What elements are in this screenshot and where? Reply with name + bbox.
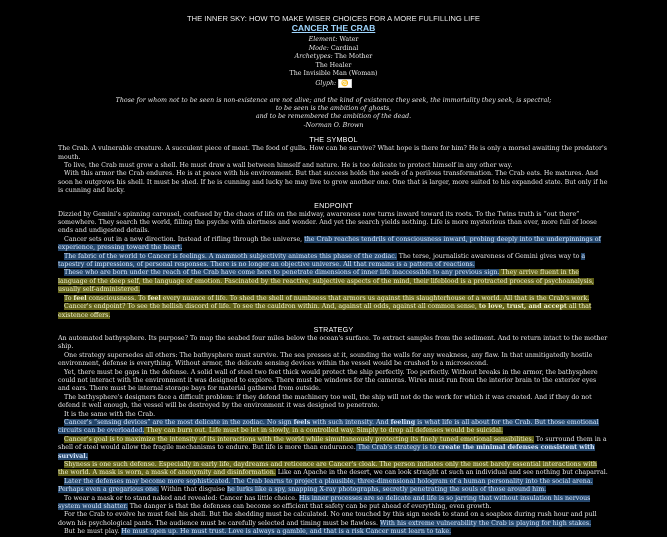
text-run: The Crab's strategy is to — [355, 444, 439, 452]
strategy-paragraph-10 — [58, 495, 609, 512]
text-run: all that existence offers. — [58, 303, 592, 319]
endpoint-paragraph-3 — [58, 253, 609, 270]
highlight-blue[interactable]: Later the defenses may become more sophisticated. The Crab learns to project a plausible, three-dimensional hologram of a human personality into the social arena. Perhaps even a gregarious one. — [58, 477, 593, 494]
text-run: To wear a mask or to stand naked and revealed: Cancer has little choice. — [64, 494, 299, 502]
archetype-2: The Healer — [315, 61, 352, 69]
glyph-line — [58, 79, 609, 89]
mode-label: Mode: — [308, 44, 329, 52]
strategy-paragraph-1: An automated bathysphere. Its purpose? To map the seabed four miles below the ocean's surface. To extract samples from the sediment. And to return intact to the mother ship. — [58, 334, 608, 351]
epigraph-line-1: Those for whom not to be seen is non-existence are not alive; and the kind of existence they seek, the immortality they seek, is spectral; — [115, 96, 552, 104]
emphasis: to love, trust, and accept — [478, 303, 567, 311]
emphasis: feel — [147, 294, 161, 302]
strategy-paragraph-6 — [58, 419, 609, 436]
text-run: To — [64, 294, 74, 302]
archetypes-value: The Mother — [334, 53, 373, 61]
mode-line — [58, 45, 609, 54]
emphasis: feel — [73, 294, 87, 302]
symbol-paragraph-2: To live, the Crab must grow a shell. He must draw a wall between himself and nature. He is too delicate to protect himself in any other way. — [64, 162, 513, 169]
archetypes-line — [58, 53, 609, 62]
archetype-3: The Invisible Man (Woman) — [289, 70, 378, 78]
text-run: Cancer sets out in a new direction. Instead of rifling through the universe, — [64, 235, 305, 243]
highlight-yellow[interactable]: Fascinated by the reactive, subjective aspects of the mind, their lifeblood is a protracted process of psychoanalysis, usually self-administered. — [58, 277, 594, 294]
epigraph-attribution: -Norman O. Brown — [303, 121, 364, 129]
endpoint-paragraph-6 — [58, 303, 609, 320]
highlight-blue[interactable]: With his extreme vulnerability the Crab is playing for high stakes. — [380, 519, 592, 527]
text-run: Within that disguise — [158, 486, 228, 494]
highlight-yellow[interactable]: Cancer's goal is to maximize the intensity of its interactions with the world while simultaneously protecting its finely tuned emotional sensibilities. — [64, 435, 534, 443]
text-run: Cancer's endpoint? To see the hellish discord of life. To see the cauldron within. And, against all odds, against all common sense, — [64, 303, 479, 311]
highlight-blue[interactable]: the Crab reaches tendrils of consciousness inward, probing deeply into the underpinnings of experience, pressing toward the heart. — [58, 235, 601, 252]
highlight-blue[interactable]: These who are born under the reach of the Crab have come here to penetrate dimensions of inner life inaccessible to any previous sign. — [64, 269, 500, 277]
strategy-paragraph-5: It is the same with the Crab. — [64, 410, 156, 418]
endpoint-paragraph-5 — [58, 295, 609, 303]
mode-value: Cardinal — [330, 44, 359, 52]
highlight-yellow[interactable]: They arrive fluent in the language of the deep self, the language of emotion. — [58, 269, 579, 285]
strategy-paragraph-2: One strategy supersedes all others: The bathysphere must survive. The sea presses at it, sounding the walls for any weakness, any flaw. In that unmitigatedly hostile environment, defense is everything. Without armor, the delicate sensing devices within the vessel would be crushed to a microsecond. — [58, 351, 593, 368]
endpoint-paragraph-1: Dizzied by Gemini's spinning carousel, confused by the chaos of life on the midway, awareness now turns inward toward its roots. To the Twins truth is “out there” somewhere. They search the world, filling the psyche with alertness and wonder. And yet the search yields nothing. Life is more mysterious than ever, more full of loose ends and undigested details. — [58, 210, 597, 235]
book-title: THE INNER SKY: HOW TO MAKE WISER CHOICES FOR A MORE FULFILLING LIFE — [187, 14, 480, 23]
text-run: every nuance of life. To shed the shell of numbness that armors us against this slaughterhouse of a world. All that is the Crab's work. — [160, 294, 590, 302]
text-run: To surround them in a shell of steel would allow the fragile mechanisms to endure. But life is more than endurance. — [58, 435, 607, 452]
element-label: Element: — [308, 36, 338, 43]
strategy-paragraph-8 — [58, 461, 609, 478]
epigraph — [58, 97, 609, 131]
endpoint-paragraph-2 — [58, 236, 609, 253]
section-heading-symbol: THE SYMBOL — [309, 135, 358, 145]
highlight-yellow[interactable] — [58, 303, 591, 318]
emphasis: feeling — [390, 418, 416, 426]
element-value: Water — [339, 36, 359, 43]
highlight-blue[interactable]: He must open up. He must trust. Love is always a gamble, and that is a risk Cancer must learn to take. — [121, 528, 452, 536]
strategy-paragraph-3: Yet, there must be gaps in the defense. A solid wall of steel two feet thick would protect the ship perfectly. Too perfectly. Without breaks in the armor, the bathysphere could not interact with the environment it was designed to explore. There must be windows for the cameras. Wires must run from the interior brain to the exterior eyes and ears. There must be internal storage bays for material gathered from outside. — [58, 368, 598, 393]
highlight-blue[interactable]: a tapestry of impressions, of personal responses. — [58, 252, 586, 269]
text-run: is what life is all about for the Crab. But those emotional circuits can be overloaded. — [58, 418, 599, 435]
text-run: consciousness. To — [86, 294, 148, 302]
symbol-paragraph-1: The Crab. A vulnerable creature. A succulent piece of meat. The food of gulls. How can he survive? What hope is there for him? He is only a morsel awaiting the predator's mouth. — [58, 145, 607, 161]
sign-attributes — [58, 36, 609, 89]
strategy-paragraph-12 — [58, 528, 609, 536]
text-run: The terse, journalistic awareness of Gemini gives way to — [396, 252, 582, 260]
text-run: The danger is that the defenses can become so efficient that safety can be put ahead of everything, even growth. — [127, 503, 492, 511]
highlight-blue[interactable]: There is no longer an objective universe. All that remains is a pattern of reactions. — [208, 261, 475, 269]
symbol-paragraph-3: With this armor the Crab endures. He is at peace with his environment. But that success holds the seeds of a perilous transformation. The Crab eats. He matures. And soon he outgrows his shell. It must be shed. If he is cunning and lucky he may live to grow another one. One that is larger, more suited to his expanded state. But only if he is cunning and lucky. — [58, 170, 608, 195]
highlight-yellow[interactable] — [64, 295, 589, 302]
archetypes-label: Archetypes: — [294, 53, 333, 61]
highlight-blue[interactable]: he lurks like a spy, snapping X-ray photographs, secretly penetrating the souls of those around him. — [227, 486, 547, 494]
element-line — [58, 36, 609, 45]
endpoint-paragraph-4 — [58, 269, 609, 294]
highlight-yellow[interactable]: They can burn out. Life must be let in slowly, in a controlled way. Simply to drop all defenses would be suicidal. — [144, 427, 503, 435]
highlight-yellow[interactable]: Shyness is one such defense. Especially in early life, daydreams and reticence are Cancer's cloak. The person initiates only the most barely essential interactions with the world. A mask is worn, a mask of anonymity and disinformation. — [58, 461, 597, 477]
text-run: Cancer's “sensing devices” are the most delicate in the zodiac. No sign — [64, 418, 294, 426]
strategy-paragraph-11 — [58, 511, 609, 528]
epigraph-line-3: and to be remembered the ambition of the dead. — [255, 113, 412, 121]
emphasis: feels — [293, 418, 311, 426]
highlight-blue[interactable]: His inner processes are so delicate and life is so jarring that without insulation his nervous system would shatter. — [58, 494, 591, 511]
section-heading-strategy: STRATEGY — [313, 324, 354, 334]
emphasis: create the minimal defenses consistent with survival. — [58, 444, 595, 460]
strategy-paragraph-9 — [58, 478, 609, 495]
strategy-paragraph-4: The bathysphere's designers face a difficult problem: if they defend the machinery too well, the ship will not do the work for which it was created. And if they do not defend it well enough, the vessel will be destroyed by the environment it was designed to penetrate. — [58, 393, 592, 410]
section-heading-endpoint: ENDPOINT — [314, 200, 353, 210]
cancer-glyph-icon: ♋ — [338, 79, 351, 88]
text-run: Like an Apache in the desert, we can look straight at such an individual and see nothing but chaparral. — [275, 469, 608, 477]
strategy-paragraph-7 — [58, 436, 609, 461]
glyph-label: Glyph: — [315, 79, 337, 87]
text-run: For the Crab to evolve he must feel his shell. But the shedding must be calculated. No one touched by this sign needs to stand on a soapbox during rush hour and pull down his psychological pants. The audience must be carefully selected and timing must be flawless. — [58, 511, 597, 527]
text-run: with such intensity. And — [310, 418, 391, 426]
chapter-title-link[interactable]: CANCER THE CRAB — [291, 23, 376, 33]
epigraph-line-2: to be seen is the ambition of ghosts, — [275, 104, 392, 112]
text-run: But he must play. — [64, 528, 122, 536]
highlight-blue[interactable]: The fabric of the world to Cancer is feelings. A mammoth subjectivity animates this phase of the zodiac. — [64, 252, 397, 260]
